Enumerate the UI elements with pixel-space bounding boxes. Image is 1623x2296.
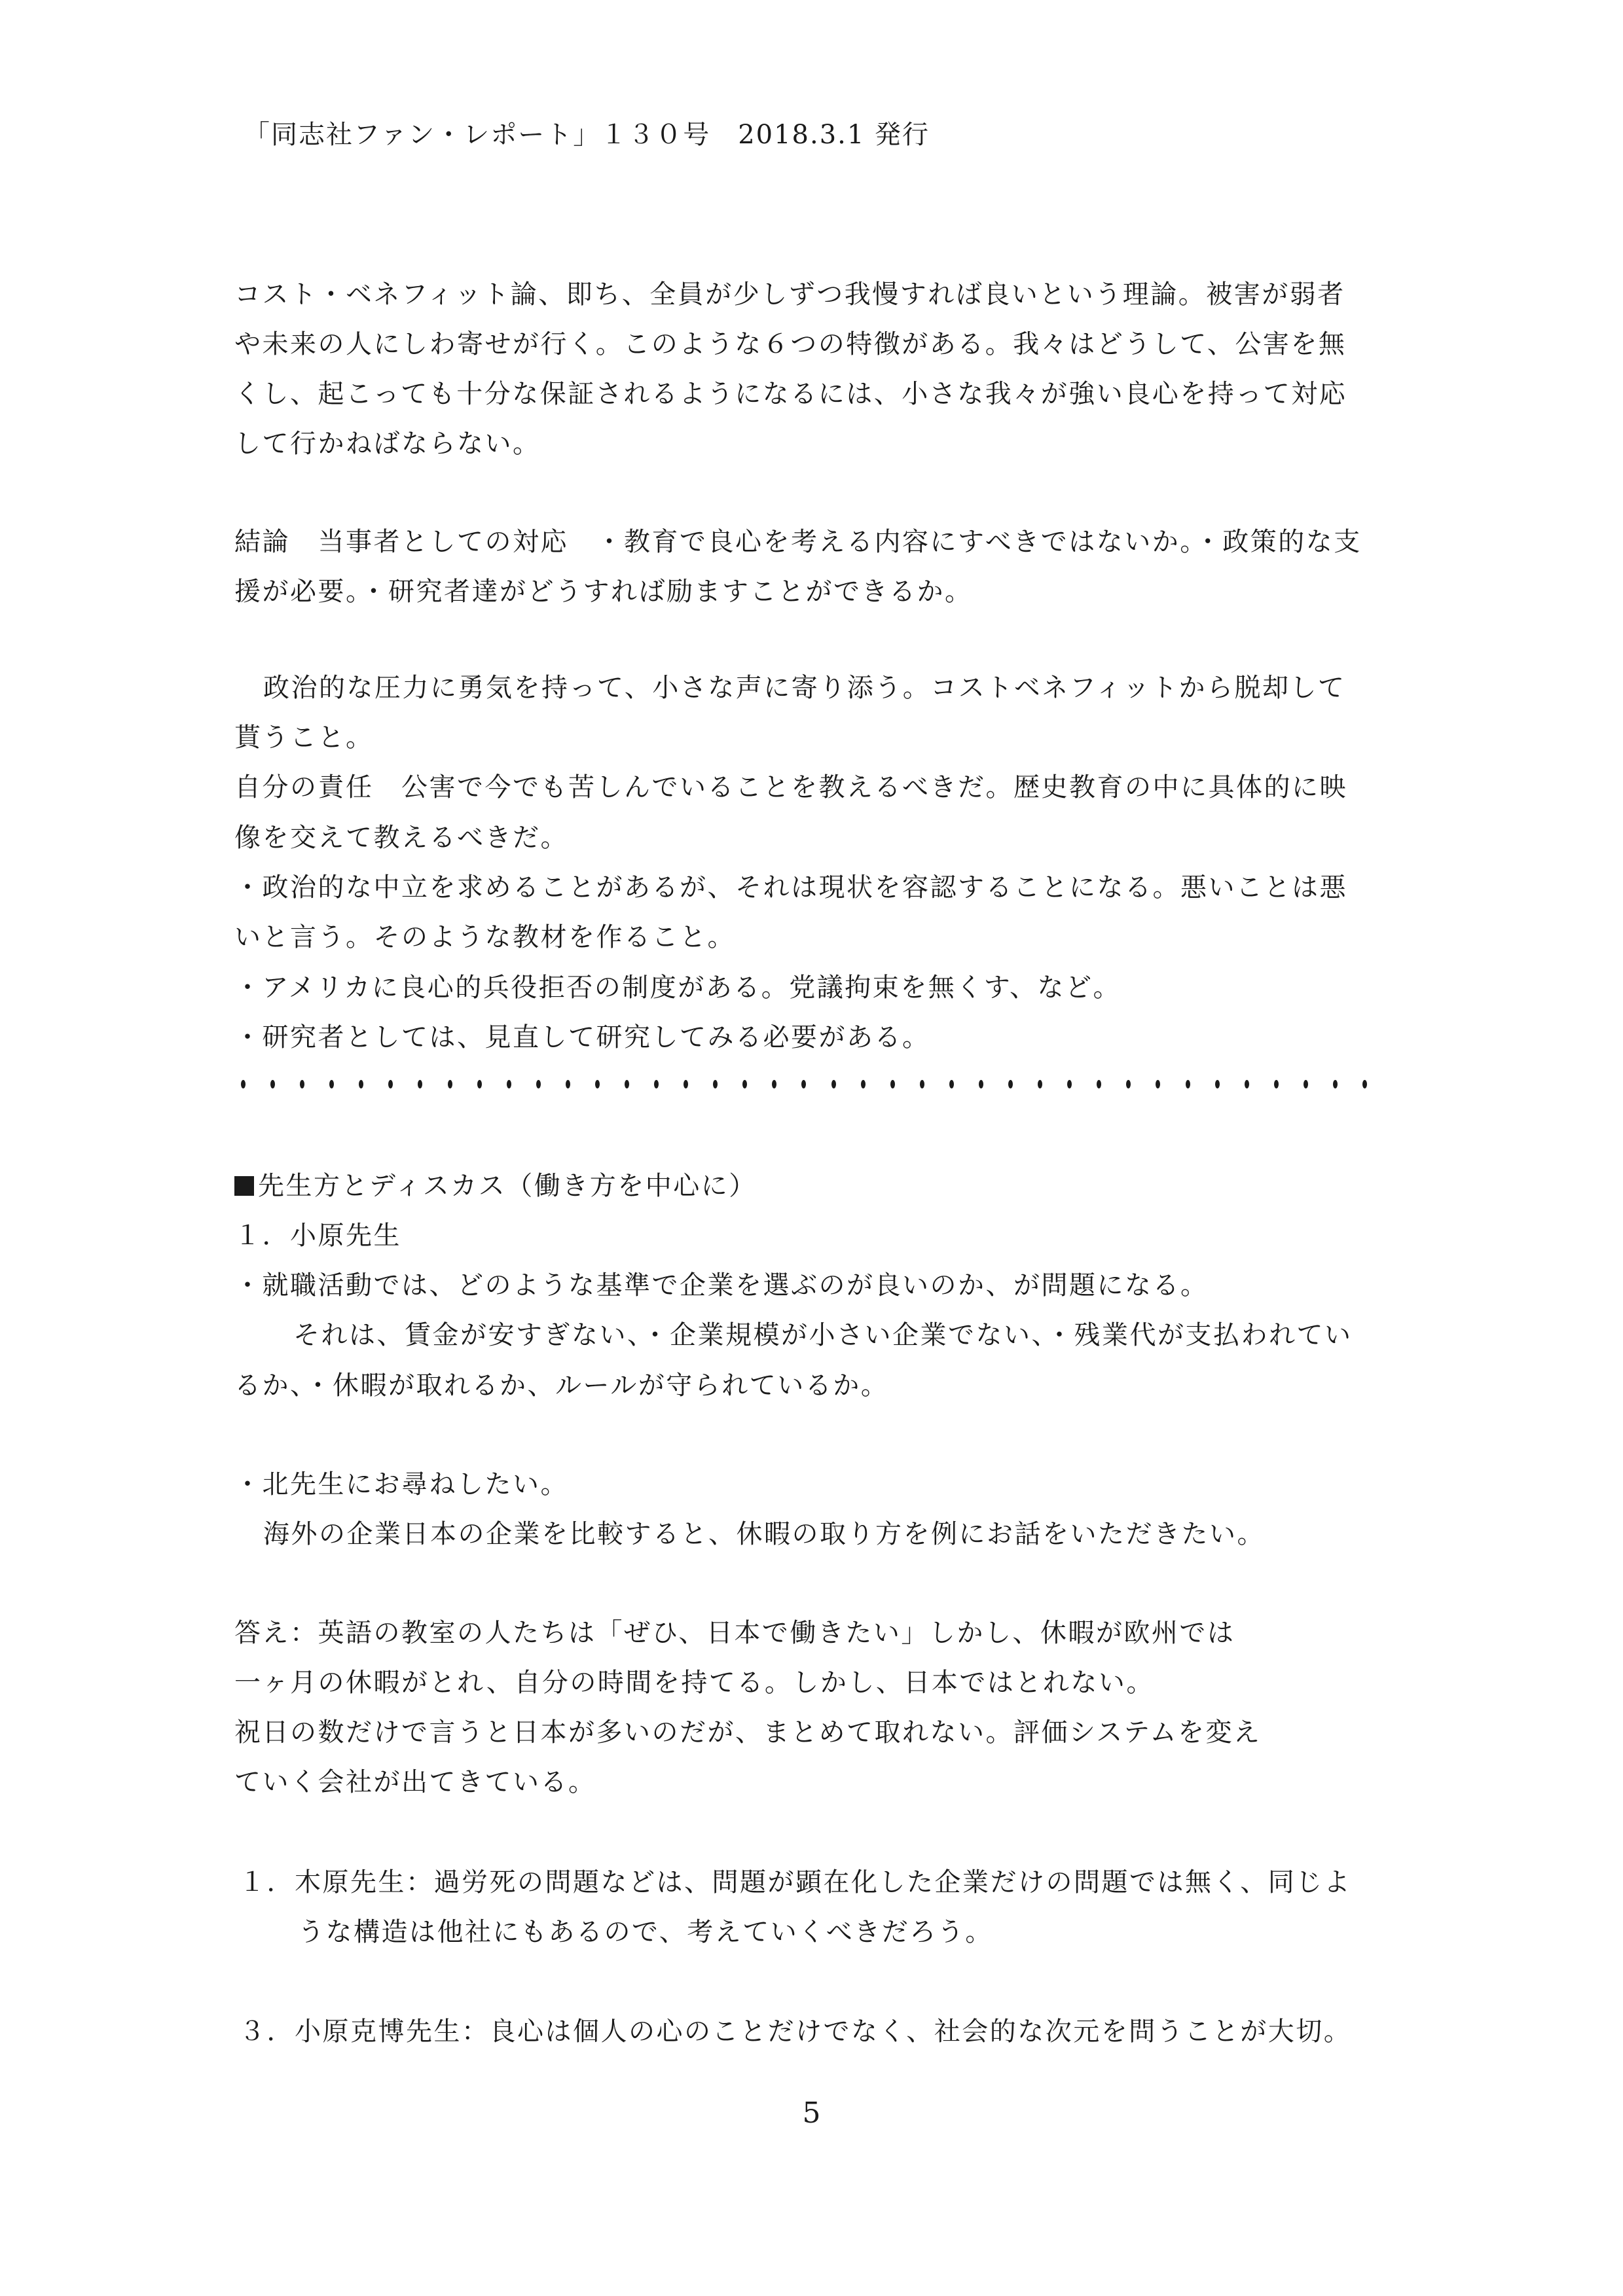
separator-dot (890, 1080, 895, 1088)
item1-line: るか、・休暇が取れるか、ルールが守られているか。 (234, 1371, 889, 1401)
kihara-line: うな構造は他社にもあるので、考えていくべきだろう。 (298, 1917, 993, 1947)
question-line: 海外の企業日本の企業を比較すると、休暇の取り方を例にお話をいただきたい。 (263, 1519, 1265, 1549)
separator-dot (1097, 1080, 1101, 1088)
black-square-marker-icon (234, 1176, 254, 1196)
responsibility-line: 像を交えて教えるべきだ。 (234, 823, 568, 853)
answer-line: 一ヶ月の休暇がとれ、自分の時間を持てる。しかし、日本ではとれない。 (234, 1668, 1154, 1698)
separator-dot (625, 1080, 629, 1088)
separator-dot (1245, 1080, 1249, 1088)
separator-dot (477, 1080, 482, 1088)
separator-dot (448, 1080, 452, 1088)
separator-dot (1038, 1080, 1042, 1088)
separator-dot (329, 1080, 334, 1088)
page-number: 5 (802, 2096, 821, 2130)
separator-dot (654, 1080, 659, 1088)
political-line: 貰うこと。 (234, 723, 374, 753)
answer-line: 答え：英語の教室の人たちは「ぜひ、日本で働きたい」しかし、休暇が欧州では (234, 1618, 1235, 1648)
separator-dot (388, 1080, 393, 1088)
discussion-heading (234, 1169, 757, 1203)
conclusion-line: 援が必要。・研究者達がどうすれば励ますことができるか。 (234, 577, 973, 607)
separator-dot (1067, 1080, 1072, 1088)
bullet-line: いと言う。そのような教材を作ること。 (234, 922, 735, 952)
separator-dot (772, 1080, 776, 1088)
answer-line: 祝日の数だけで言うと日本が多いのだが、まとめて取れない。評価システムを変え (234, 1717, 1262, 1748)
separator-dot (1126, 1080, 1131, 1088)
separator-dot (1215, 1080, 1220, 1088)
question-line: ・北先生にお尋ねしたい。 (234, 1469, 568, 1499)
separator-dot (507, 1080, 511, 1088)
item1-title: １．小原先生 (234, 1221, 401, 1251)
separator-dot (801, 1080, 806, 1088)
separator-dot (861, 1080, 866, 1088)
kohara-line: ３．小原克博先生：良心は個人の心のことだけでなく、社会的な次元を問うことが大切。 (239, 2017, 1352, 2047)
separator-dot (713, 1080, 718, 1088)
separator-dot (536, 1080, 541, 1088)
discussion-heading-text: 先生方とディスカス（働き方を中心に） (258, 1171, 757, 1201)
separator-dot (684, 1080, 688, 1088)
intro-line: して行かねばならない。 (234, 429, 541, 459)
item1-line: ・就職活動では、どのような基準で企業を選ぶのが良いのか、が問題になる。 (234, 1270, 1209, 1300)
separator-dot (979, 1080, 983, 1088)
separator-dot (949, 1080, 954, 1088)
newsletter-header: 「同志社ファン・レポート」１３０号 2018.3.1 発行 (244, 120, 930, 150)
separator-dot (1156, 1080, 1160, 1088)
kihara-line: １．木原先生：過労死の問題などは、問題が顕在化した企業だけの問題では無く、同じよ (239, 1867, 1352, 1897)
responsibility-line: 自分の責任 公害で今でも苦しんでいることを教えるべきだ。歴史教育の中に具体的に映 (234, 772, 1347, 802)
intro-line: くし、起こっても十分な保証されるようになるには、小さな我々が強い良心を持って対応 (234, 379, 1347, 409)
separator-dot (1304, 1080, 1308, 1088)
separator-dot (1333, 1080, 1338, 1088)
separator-dot (270, 1080, 275, 1088)
item1-line: それは、賃金が安すぎない、・企業規模が小さい企業でない、・残業代が支払われてい (293, 1320, 1353, 1350)
separator-dot (920, 1080, 924, 1088)
separator-dot (566, 1080, 570, 1088)
conclusion-line: 結論 当事者としての対応 ・教育で良心を考える内容にすべきではないか。・政策的な支 (234, 527, 1362, 557)
separator-dot (300, 1080, 304, 1088)
separator-dot (831, 1080, 836, 1088)
bullet-line: ・研究者としては、見直して研究してみる必要がある。 (234, 1022, 930, 1052)
separator-dot (418, 1080, 422, 1088)
dotted-separator (241, 1080, 1367, 1088)
separator-dot (241, 1080, 246, 1088)
intro-line: コスト・ベネフィット論、即ち、全員が少しずつ我慢すれば良いという理論。被害が弱者 (234, 279, 1345, 310)
separator-dot (359, 1080, 363, 1088)
separator-dot (1008, 1080, 1013, 1088)
separator-dot (1274, 1080, 1279, 1088)
separator-dot (1362, 1080, 1367, 1088)
separator-dot (1186, 1080, 1190, 1088)
political-line: 政治的な圧力に勇気を持って、小さな声に寄り添う。コストベネフィットから脱却して (263, 673, 1346, 703)
separator-dot (595, 1080, 600, 1088)
answer-line: ていく会社が出てきている。 (234, 1767, 596, 1797)
intro-line: や未来の人にしわ寄せが行く。このような６つの特徴がある。我々はどうして、公害を無 (234, 329, 1347, 359)
separator-dot (742, 1080, 747, 1088)
bullet-line: ・政治的な中立を求めることがあるが、それは現状を容認することになる。悪いことは悪 (234, 872, 1347, 903)
bullet-line: ・アメリカに良心的兵役拒否の制度がある。党議拘束を無くす、など。 (234, 973, 1121, 1003)
